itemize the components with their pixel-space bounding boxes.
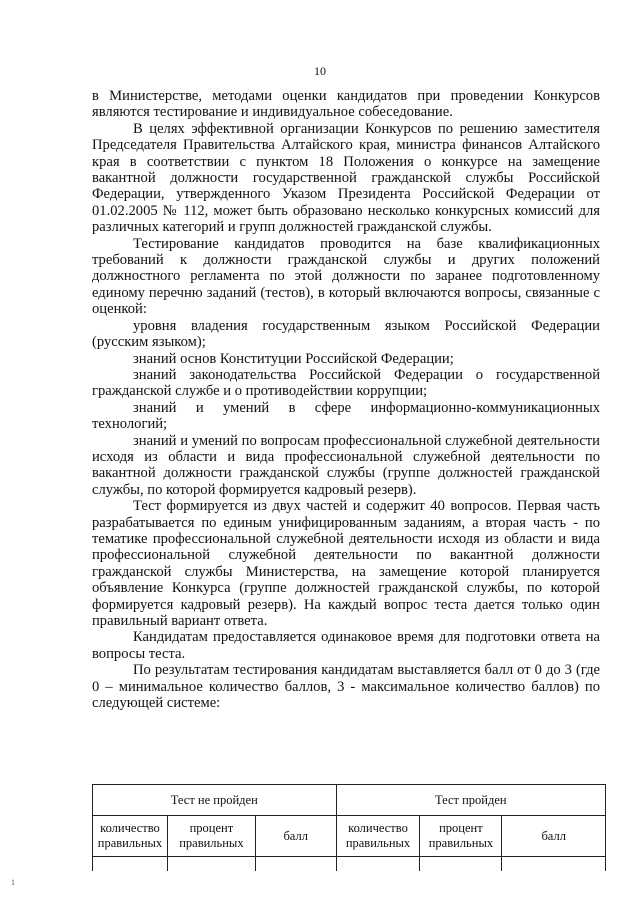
list-item: знаний и умений по вопросам профессиональной служебной деятельности исходя из области и вида профессиональной служебной деятельности по вакантной должности гражданской службы (группе должностей гражданской службы, по которой формируется кадровый резерв). (92, 432, 600, 498)
paragraph: Тестирование кандидатов проводится на базе квалификационных требований к должности гражданской службы и других положений должностного регламента по этой должности по заранее подготовленному единому перечню заданий (тестов), в который включаются вопросы, связанные с оценкой: (92, 235, 600, 318)
table-cell (167, 857, 255, 872)
column-header: балл (255, 816, 336, 857)
list-item: знаний основ Конституции Российской Федерации; (133, 350, 454, 367)
column-header: процент правильных (420, 816, 502, 857)
table-row (93, 857, 606, 872)
paragraph: Тест формируется из двух частей и содержит 40 вопросов. Первая часть разрабатывается по единым унифицированным заданиям, а вторая часть - по тематике профессиональной служебной деятельности исходя из области и вида профессиональной служебной деятельности по вакантной должности гражданской службы Министерства, на замещение которой планируется объявление Конкурса (группе должностей гражданской службы, по которой формируется кадровый резерв). На каждый вопрос теста дается только один правильный вариант ответа. (92, 498, 600, 629)
paragraph: в Министерстве, методами оценки кандидатов при проведении Конкурсов являются тестирование и индивидуальное собеседование. (92, 88, 600, 121)
failed-header: Тест не пройден (93, 785, 337, 816)
document-body (92, 88, 600, 711)
table-cell (420, 857, 502, 872)
table-cell (93, 857, 168, 872)
margin-mark: 1 (11, 878, 15, 887)
paragraph: По результатам тестирования кандидатам выставляется балл от 0 до 3 (где 0 – минимальное количество баллов, 3 - максимальное количество баллов) по следующей системе: (92, 662, 600, 712)
column-header: количество правильных (93, 816, 168, 857)
list-item: знаний и умений в сфере информационно-коммуникационных технологий; (92, 399, 600, 433)
list-item: уровня владения государственным языком Российской Федерации (русским языком); (92, 317, 600, 351)
table-cell (336, 857, 420, 872)
scoring-table (92, 784, 606, 871)
column-header: количество правильных (336, 816, 420, 857)
paragraph: В целях эффективной организации Конкурсов по решению заместителя Председателя Правительства Алтайского края, министра финансов Алтайского края в соответствии с пунктом 18 Положения о конкурсе на замещение вакантной должности государственной гражданской службы Российской Федерации, утвержденного Указом Президента Российской Федерации от 01.02.2005 № 112, может быть образовано несколько конкурсных комиссий для различных категорий и групп должностей гражданской службы. (92, 120, 600, 236)
table-subheader-row (93, 816, 606, 857)
column-header: процент правильных (167, 816, 255, 857)
list-item: знаний законодательства Российской Федерации о государственной гражданской службе и о противодействии коррупции; (92, 366, 600, 400)
passed-header: Тест пройден (336, 785, 605, 816)
page-number: 10 (314, 64, 326, 78)
table-header-row (93, 785, 606, 816)
column-header: балл (502, 816, 606, 857)
table-cell (255, 857, 336, 872)
paragraph: Кандидатам предоставляется одинаковое время для подготовки ответа на вопросы теста. (92, 629, 600, 662)
table-cell (502, 857, 606, 872)
